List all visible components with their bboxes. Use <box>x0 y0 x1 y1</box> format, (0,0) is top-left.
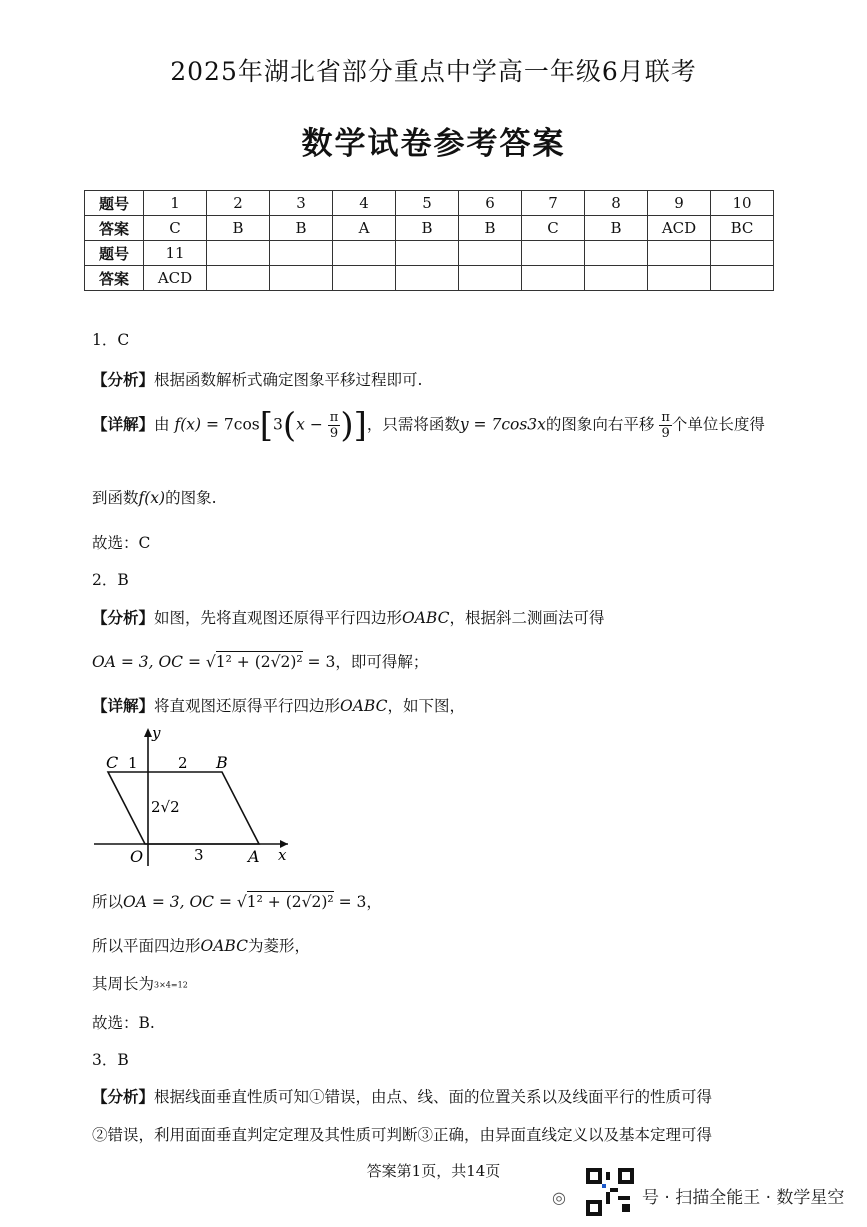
analysis-text: 根据线面垂直性质可知①错误，由点、线、面的位置关系以及线面平行的性质可得 <box>154 1088 713 1106</box>
height-label: 2√2 <box>151 798 180 816</box>
table-cell: BC <box>711 216 774 241</box>
frac-num: π <box>661 410 670 425</box>
detail-text: ，如下图， <box>387 697 465 715</box>
formula-lhs: OA = 3, OC = <box>123 893 232 911</box>
table-cell: 4 <box>333 191 396 216</box>
perimeter-text: 其周长为 <box>92 975 155 993</box>
frac-den: 9 <box>661 426 670 441</box>
q2-so2 <box>92 934 310 956</box>
detail-text: 到函数 <box>92 489 139 507</box>
row-label: 答案 <box>85 266 144 291</box>
detail-text: 的图象向右平移 <box>545 415 655 434</box>
inner-x: x <box>296 415 305 434</box>
watermark-text: 号 · 扫描全能王 · 数学星空 <box>642 1188 845 1208</box>
analysis-tag: 【分析】 <box>92 1088 155 1106</box>
table-cell <box>711 266 774 291</box>
oabc-label: OABC <box>402 609 450 627</box>
table-cell: 2 <box>207 191 270 216</box>
y-label: y <box>152 724 161 742</box>
table-cell <box>207 241 270 266</box>
segment-label-2: 2 <box>178 754 188 772</box>
parallelogram <box>108 772 259 844</box>
q2-number: 2．B <box>92 571 129 589</box>
paren-open: ( <box>282 405 297 446</box>
so-text: 为菱形， <box>247 937 310 955</box>
formula-rhs: = 3 <box>338 893 367 911</box>
q2-analysis <box>92 606 605 628</box>
formula-lhs: OA = 3, OC = <box>92 653 201 671</box>
perimeter-value: 3×4=12 <box>154 980 188 990</box>
y-expression: y = 7cos3x <box>459 415 546 434</box>
table-cell: 11 <box>144 241 207 266</box>
table-cell: 1 <box>144 191 207 216</box>
oabc-label: OABC <box>340 697 388 715</box>
x-label: x <box>278 846 287 864</box>
q3-number: 3．B <box>92 1051 129 1069</box>
q2-so1: 所以OA = 3, OC = √1² + (2√2)² = 3， <box>92 893 382 911</box>
fraction-pi-9 <box>328 410 341 441</box>
table-cell: ACD <box>144 266 207 291</box>
table-cell <box>648 266 711 291</box>
parallelogram-figure <box>88 722 298 872</box>
detail-text: 个单位长度得 <box>671 415 765 434</box>
table-cell <box>270 241 333 266</box>
table-cell <box>333 241 396 266</box>
qr-code-icon <box>586 1168 634 1216</box>
equals-cos: = 7cos <box>205 415 260 434</box>
table-cell <box>648 241 711 266</box>
table-cell: A <box>333 216 396 241</box>
vertex-a: A <box>248 847 260 866</box>
bracket-open: [ <box>259 405 273 446</box>
q1-choice: 故选：C <box>92 534 151 552</box>
q1-detail-cont <box>92 486 217 508</box>
detail-tag: 【详解】 <box>92 415 155 434</box>
q1-detail <box>92 405 765 446</box>
page-footer: 答案第1页，共14页 <box>366 1162 501 1180</box>
y-axis-arrow <box>144 728 152 737</box>
table-cell: 3 <box>270 191 333 216</box>
vertex-b: B <box>216 753 228 772</box>
table-row <box>85 216 774 241</box>
fraction-pi-9 <box>659 410 672 441</box>
exam-title: 2025年湖北省部分重点中学高一年级6月联考 <box>170 57 697 86</box>
segment-label-1: 1 <box>128 754 138 772</box>
table-cell: 10 <box>711 191 774 216</box>
table-cell <box>207 266 270 291</box>
table-cell <box>585 241 648 266</box>
table-cell: C <box>144 216 207 241</box>
analysis-text: 根据函数解析式确定图象平移过程即可. <box>154 371 423 389</box>
table-cell: 7 <box>522 191 585 216</box>
table-cell: C <box>522 216 585 241</box>
table-cell: ACD <box>648 216 711 241</box>
formula-tail: ，即可得解； <box>335 653 429 671</box>
table-cell: B <box>270 216 333 241</box>
inner-coef: 3 <box>273 415 283 434</box>
q2-choice: 故选：B. <box>92 1014 155 1032</box>
table-cell: 8 <box>585 191 648 216</box>
vertex-c: C <box>106 753 119 772</box>
inner-minus: − <box>309 415 323 434</box>
sqrt-radicand: 1² + (2√2)² <box>215 653 303 671</box>
table-cell <box>522 266 585 291</box>
table-cell: 9 <box>648 191 711 216</box>
answer-key-title: 数学试卷参考答案 <box>301 126 566 162</box>
function-fx: f(x) <box>138 489 166 507</box>
analysis-tag: 【分析】 <box>92 609 155 627</box>
analysis-text: 如图，先将直观图还原得平行四边形 <box>154 609 403 627</box>
table-row <box>85 241 774 266</box>
table-cell <box>270 266 333 291</box>
analysis-tag: 【分析】 <box>92 371 155 389</box>
table-cell: 6 <box>459 191 522 216</box>
table-cell <box>585 266 648 291</box>
oabc-label: OABC <box>200 937 248 955</box>
table-cell: B <box>207 216 270 241</box>
analysis-text: ，根据斜二测画法可得 <box>449 609 605 627</box>
formula-rhs: = 3 <box>307 653 336 671</box>
paren-close: ) <box>340 405 354 446</box>
q2-formula <box>92 650 428 672</box>
table-cell <box>459 241 522 266</box>
vertex-o: O <box>130 847 144 866</box>
table-cell: B <box>459 216 522 241</box>
table-cell <box>459 266 522 291</box>
q2-detail <box>92 694 465 716</box>
frac-den: 9 <box>329 426 339 441</box>
wechat-icon: ◎ <box>552 1188 566 1207</box>
detail-tag: 【详解】 <box>92 697 155 715</box>
q2-perimeter <box>92 972 188 994</box>
table-row <box>85 191 774 216</box>
sqrt-sign: √ <box>205 653 216 671</box>
table-cell: 5 <box>396 191 459 216</box>
row-label: 题号 <box>85 241 144 266</box>
segment-label-3: 3 <box>194 846 204 864</box>
table-cell <box>333 266 396 291</box>
row-label: 题号 <box>85 191 144 216</box>
function-fx: f(x) <box>174 415 202 434</box>
detail-text: ，只需将函数 <box>366 415 460 434</box>
q3-analysis-cont: ②错误，利用面面垂直判定定理及其性质可判断③正确，由异面直线定义以及基本定理可得 <box>92 1126 713 1144</box>
q1-number: 1．C <box>92 331 130 349</box>
so-text: 所以平面四边形 <box>92 937 201 955</box>
detail-text: 的图象. <box>165 489 217 507</box>
table-cell <box>711 241 774 266</box>
table-cell: B <box>585 216 648 241</box>
q3-analysis <box>92 1085 712 1107</box>
so-text: 所以 <box>92 893 124 911</box>
q1-analysis <box>92 368 422 390</box>
sqrt-sign: √ <box>236 893 247 911</box>
row-label: 答案 <box>85 216 144 241</box>
table-cell <box>522 241 585 266</box>
detail-text: 将直观图还原得平行四边形 <box>154 697 341 715</box>
answer-table <box>84 190 774 291</box>
detail-text: 由 <box>154 415 170 434</box>
bracket-close: ] <box>353 405 367 446</box>
table-cell <box>396 241 459 266</box>
frac-num: π <box>329 410 339 425</box>
table-cell: B <box>396 216 459 241</box>
table-row <box>85 266 774 291</box>
sqrt-radicand: 1² + (2√2)² <box>246 893 334 911</box>
table-cell <box>396 266 459 291</box>
